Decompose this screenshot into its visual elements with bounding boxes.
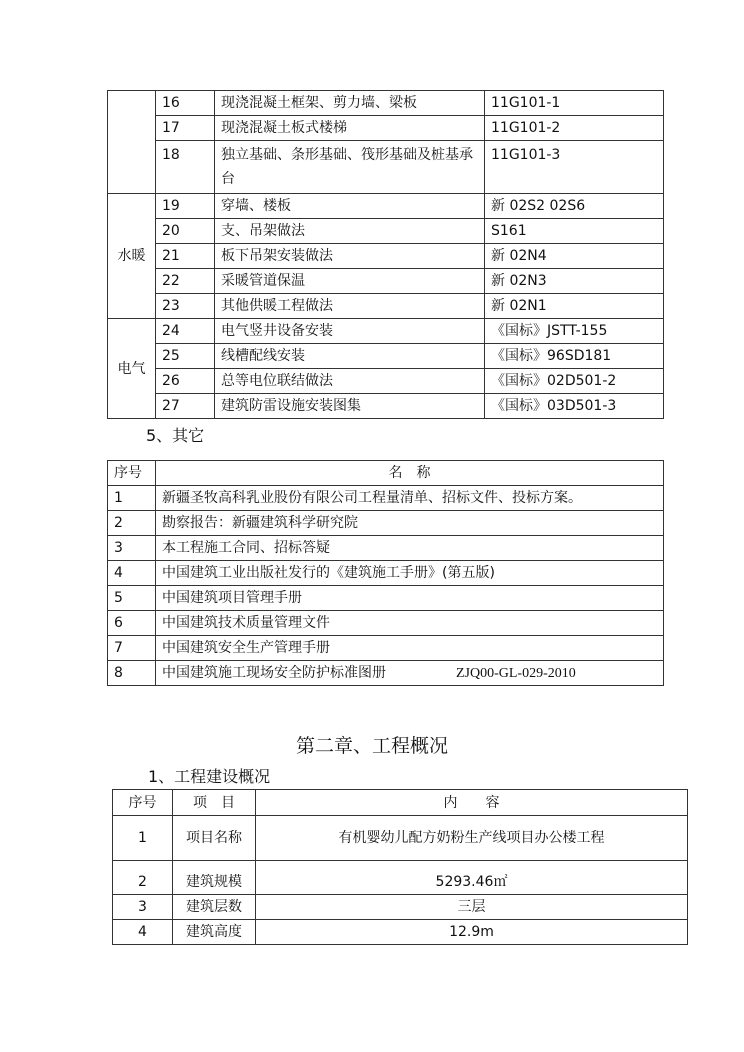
standards-table bbox=[107, 90, 664, 419]
chapter-title: 第二章、工程概况 bbox=[295, 735, 448, 757]
table-row bbox=[113, 920, 688, 945]
group-label-electric: 电气 bbox=[108, 319, 156, 419]
standard-code: 新 02N4 bbox=[485, 244, 664, 269]
standard-code: 新 02N3 bbox=[485, 269, 664, 294]
table-row bbox=[108, 219, 664, 244]
reference-name: 中国建筑技术质量管理文件 bbox=[156, 611, 664, 636]
table-row bbox=[108, 141, 664, 194]
standard-code: S161 bbox=[485, 219, 664, 244]
reference-name: 中国建筑安全生产管理手册 bbox=[156, 636, 664, 661]
standard-code: 新 02S2 02S6 bbox=[485, 194, 664, 219]
row-number: 2 bbox=[113, 861, 173, 895]
row-number: 16 bbox=[156, 91, 215, 116]
table-header-row bbox=[113, 790, 688, 816]
row-number: 3 bbox=[113, 895, 173, 920]
table-row bbox=[108, 394, 664, 419]
reference-name: 新疆圣牧高科乳业股份有限公司工程量清单、招标文件、投标方案。 bbox=[156, 486, 664, 511]
item-name: 建筑高度 bbox=[173, 920, 256, 945]
row-number: 21 bbox=[156, 244, 215, 269]
table-row bbox=[108, 244, 664, 269]
row-number: 24 bbox=[156, 319, 215, 344]
standard-code: 11G101-1 bbox=[485, 91, 664, 116]
table-row bbox=[108, 294, 664, 319]
header-item: 项 目 bbox=[173, 790, 256, 816]
standard-name: 采暖管道保温 bbox=[215, 269, 485, 294]
row-number: 8 bbox=[108, 661, 156, 686]
table-row bbox=[108, 611, 664, 636]
row-number: 26 bbox=[156, 369, 215, 394]
table-row bbox=[108, 319, 664, 344]
table-row bbox=[108, 511, 664, 536]
row-number: 6 bbox=[108, 611, 156, 636]
row-number: 3 bbox=[108, 536, 156, 561]
table-row bbox=[113, 895, 688, 920]
standard-name: 电气竖井设备安装 bbox=[215, 319, 485, 344]
table-row bbox=[108, 561, 664, 586]
table-row bbox=[108, 661, 664, 686]
row-number: 27 bbox=[156, 394, 215, 419]
header-number: 序号 bbox=[108, 461, 156, 486]
standard-code: 《国标》96SD181 bbox=[485, 344, 664, 369]
reference-code: ZJQ00-GL-029-2010 bbox=[456, 665, 576, 681]
row-number: 5 bbox=[108, 586, 156, 611]
item-name: 建筑规模 bbox=[173, 861, 256, 895]
item-content: 5293.46㎡ bbox=[256, 861, 688, 895]
references-table bbox=[107, 460, 664, 686]
row-number: 1 bbox=[113, 816, 173, 861]
standard-code: 11G101-3 bbox=[485, 141, 664, 194]
table-row bbox=[108, 536, 664, 561]
section-heading-overview: 1、工程建设概况 bbox=[148, 767, 271, 786]
table-header-row bbox=[108, 461, 664, 486]
table-row bbox=[108, 116, 664, 141]
table-row bbox=[108, 269, 664, 294]
standard-name: 独立基础、条形基础、筏形基础及桩基承台 bbox=[215, 141, 485, 194]
group-label-water-heating: 水暖 bbox=[108, 194, 156, 319]
reference-name: 中国建筑工业出版社发行的《建筑施工手册》(第五版) bbox=[156, 561, 664, 586]
row-number: 17 bbox=[156, 116, 215, 141]
item-content: 12.9m bbox=[256, 920, 688, 945]
item-content: 有机婴幼儿配方奶粉生产线项目办公楼工程 bbox=[256, 816, 688, 861]
table-row bbox=[108, 344, 664, 369]
table-row bbox=[108, 91, 664, 116]
row-number: 4 bbox=[108, 561, 156, 586]
standard-name: 现浇混凝土框架、剪力墙、梁板 bbox=[215, 91, 485, 116]
reference-name: 本工程施工合同、招标答疑 bbox=[156, 536, 664, 561]
row-number: 19 bbox=[156, 194, 215, 219]
row-number: 18 bbox=[156, 141, 215, 194]
standard-code: 《国标》03D501-3 bbox=[485, 394, 664, 419]
table-row bbox=[108, 194, 664, 219]
row-number: 20 bbox=[156, 219, 215, 244]
table-row bbox=[113, 861, 688, 895]
section-heading-others: 5、其它 bbox=[146, 426, 205, 445]
row-number: 22 bbox=[156, 269, 215, 294]
standard-name: 其他供暖工程做法 bbox=[215, 294, 485, 319]
standard-code: 11G101-2 bbox=[485, 116, 664, 141]
table-row bbox=[108, 636, 664, 661]
header-content: 内 容 bbox=[256, 790, 688, 816]
table-row bbox=[108, 486, 664, 511]
header-number: 序号 bbox=[113, 790, 173, 816]
table-row bbox=[113, 816, 688, 861]
reference-name: 勘察报告：新疆建筑科学研究院 bbox=[156, 511, 664, 536]
reference-name-cell bbox=[156, 661, 664, 686]
item-content: 三层 bbox=[256, 895, 688, 920]
standard-code: 《国标》02D501-2 bbox=[485, 369, 664, 394]
row-number: 2 bbox=[108, 511, 156, 536]
header-name: 名 称 bbox=[156, 461, 664, 486]
table-row bbox=[108, 369, 664, 394]
standard-name: 穿墙、楼板 bbox=[215, 194, 485, 219]
group-cell-structure bbox=[108, 91, 156, 194]
standard-name: 现浇混凝土板式楼梯 bbox=[215, 116, 485, 141]
standard-name: 线槽配线安装 bbox=[215, 344, 485, 369]
standard-name: 板下吊架安装做法 bbox=[215, 244, 485, 269]
row-number: 23 bbox=[156, 294, 215, 319]
standard-name: 总等电位联结做法 bbox=[215, 369, 485, 394]
item-name: 项目名称 bbox=[173, 816, 256, 861]
item-name: 建筑层数 bbox=[173, 895, 256, 920]
reference-name: 中国建筑施工现场安全防护标准图册 bbox=[162, 664, 386, 681]
reference-name: 中国建筑项目管理手册 bbox=[156, 586, 664, 611]
row-number: 7 bbox=[108, 636, 156, 661]
row-number: 4 bbox=[113, 920, 173, 945]
row-number: 1 bbox=[108, 486, 156, 511]
standard-code: 新 02N1 bbox=[485, 294, 664, 319]
standard-code: 《国标》JSTT-155 bbox=[485, 319, 664, 344]
standard-name: 支、吊架做法 bbox=[215, 219, 485, 244]
overview-table bbox=[112, 789, 688, 945]
standard-name: 建筑防雷设施安装图集 bbox=[215, 394, 485, 419]
row-number: 25 bbox=[156, 344, 215, 369]
table-row bbox=[108, 586, 664, 611]
